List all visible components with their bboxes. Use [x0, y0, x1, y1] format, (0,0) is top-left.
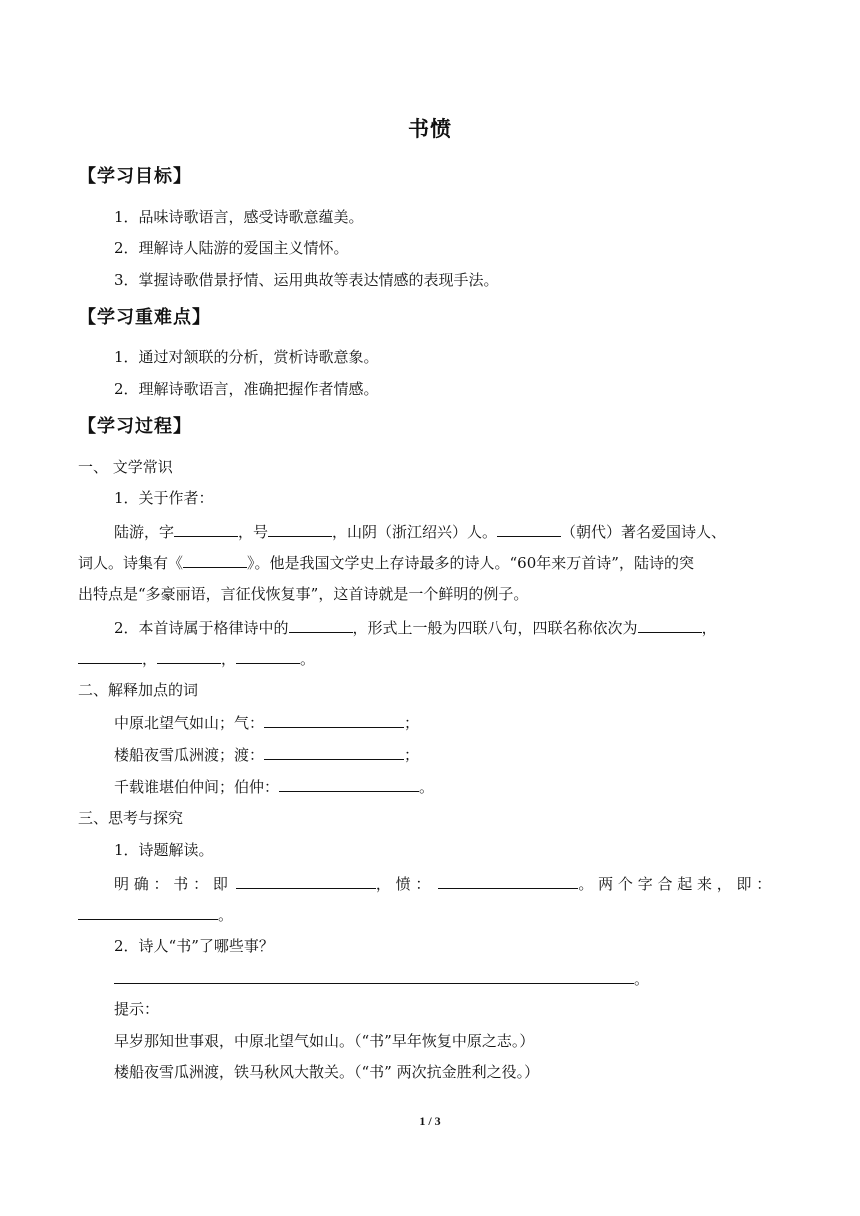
goals-heading: 【学习目标】	[78, 166, 192, 187]
blank-qi[interactable]	[264, 712, 404, 728]
part2-heading: 二、解释加点的词	[78, 681, 199, 699]
word-item: 楼船夜雪瓜洲渡；渡： ；	[114, 746, 420, 764]
author-line-3: 出特点是“多豪丽语，言征伐恢复事”，这首诗就是一个鲜明的例子。	[78, 585, 529, 603]
part1-q2-line: 2．本首诗属于格律诗中的 ，形式上一般为四联八句，四联名称依次为 ，	[114, 619, 717, 637]
blank-du[interactable]	[264, 744, 404, 760]
blank-q2-answer[interactable]	[114, 968, 634, 984]
goal-item: 3．掌握诗歌借景抒情、运用典故等表达情感的表现手法。	[114, 271, 499, 289]
part3-q2: 2．诗人“书”了哪些事？	[114, 937, 274, 955]
word-item: 中原北望气如山；气： ；	[114, 714, 420, 732]
page-number: 1 / 3	[419, 1114, 441, 1128]
blank-title-meaning[interactable]	[78, 904, 218, 920]
blank-bozhong[interactable]	[279, 776, 419, 792]
clarify-line-2: 。	[78, 904, 233, 925]
part3-q1: 1．诗题解读。	[114, 841, 214, 859]
part1-q1: 1．关于作者：	[114, 489, 214, 507]
blank-zi[interactable]	[174, 521, 238, 537]
author-line-1: 陆游，字 ，号 ，山阴（浙江绍兴）人。 （朝代）著名爱国诗人、	[114, 523, 727, 541]
blank-poem-type[interactable]	[289, 617, 353, 633]
blank-shu[interactable]	[236, 873, 376, 889]
blank-collection[interactable]	[183, 552, 247, 568]
goal-item: 2．理解诗人陆游的爱国主义情怀。	[114, 239, 349, 257]
q2-answer-line: 。	[114, 968, 649, 989]
hint-label: 提示：	[114, 1000, 160, 1018]
author-line-2: 词人。诗集有《 》。他是我国文学史上存诗最多的诗人。“60年来万首诗”，陆诗的突	[78, 554, 694, 572]
clarify-line: 明 确 ： 书 ： 即 ， 愤 ： 。 两 个 字 合 起 来 ， 即 ：	[114, 875, 772, 893]
hint-line: 楼船夜雪瓜洲渡，铁马秋风大散关。（“书” 两次抗金胜利之役。）	[114, 1063, 540, 1081]
blank-fen[interactable]	[438, 873, 578, 889]
part1-heading: 一、 文学常识	[78, 458, 173, 476]
document-title: 书愤	[408, 117, 452, 141]
hint-line: 早岁那知世事艰，中原北望气如山。（“书”早年恢复中原之志。）	[114, 1032, 535, 1050]
part3-heading: 三、思考与探究	[78, 809, 184, 827]
blank-couplet-4[interactable]	[236, 648, 300, 664]
blank-couplet-1[interactable]	[638, 617, 702, 633]
blank-couplet-3[interactable]	[157, 648, 221, 664]
blank-couplet-2[interactable]	[78, 648, 142, 664]
part1-q2-line-2: ， ， 。	[78, 648, 315, 669]
word-item: 千载谁堪伯仲间；伯仲： 。	[114, 778, 435, 796]
blank-dynasty[interactable]	[497, 521, 561, 537]
key-point-item: 2．理解诗歌语言，准确把握作者情感。	[114, 380, 379, 398]
key-point-item: 1．通过对颔联的分析，赏析诗歌意象。	[114, 348, 379, 366]
process-heading: 【学习过程】	[78, 416, 192, 437]
key-points-heading: 【学习重难点】	[78, 307, 211, 328]
goal-item: 1．品味诗歌语言，感受诗歌意蕴美。	[114, 208, 364, 226]
blank-hao[interactable]	[268, 521, 332, 537]
